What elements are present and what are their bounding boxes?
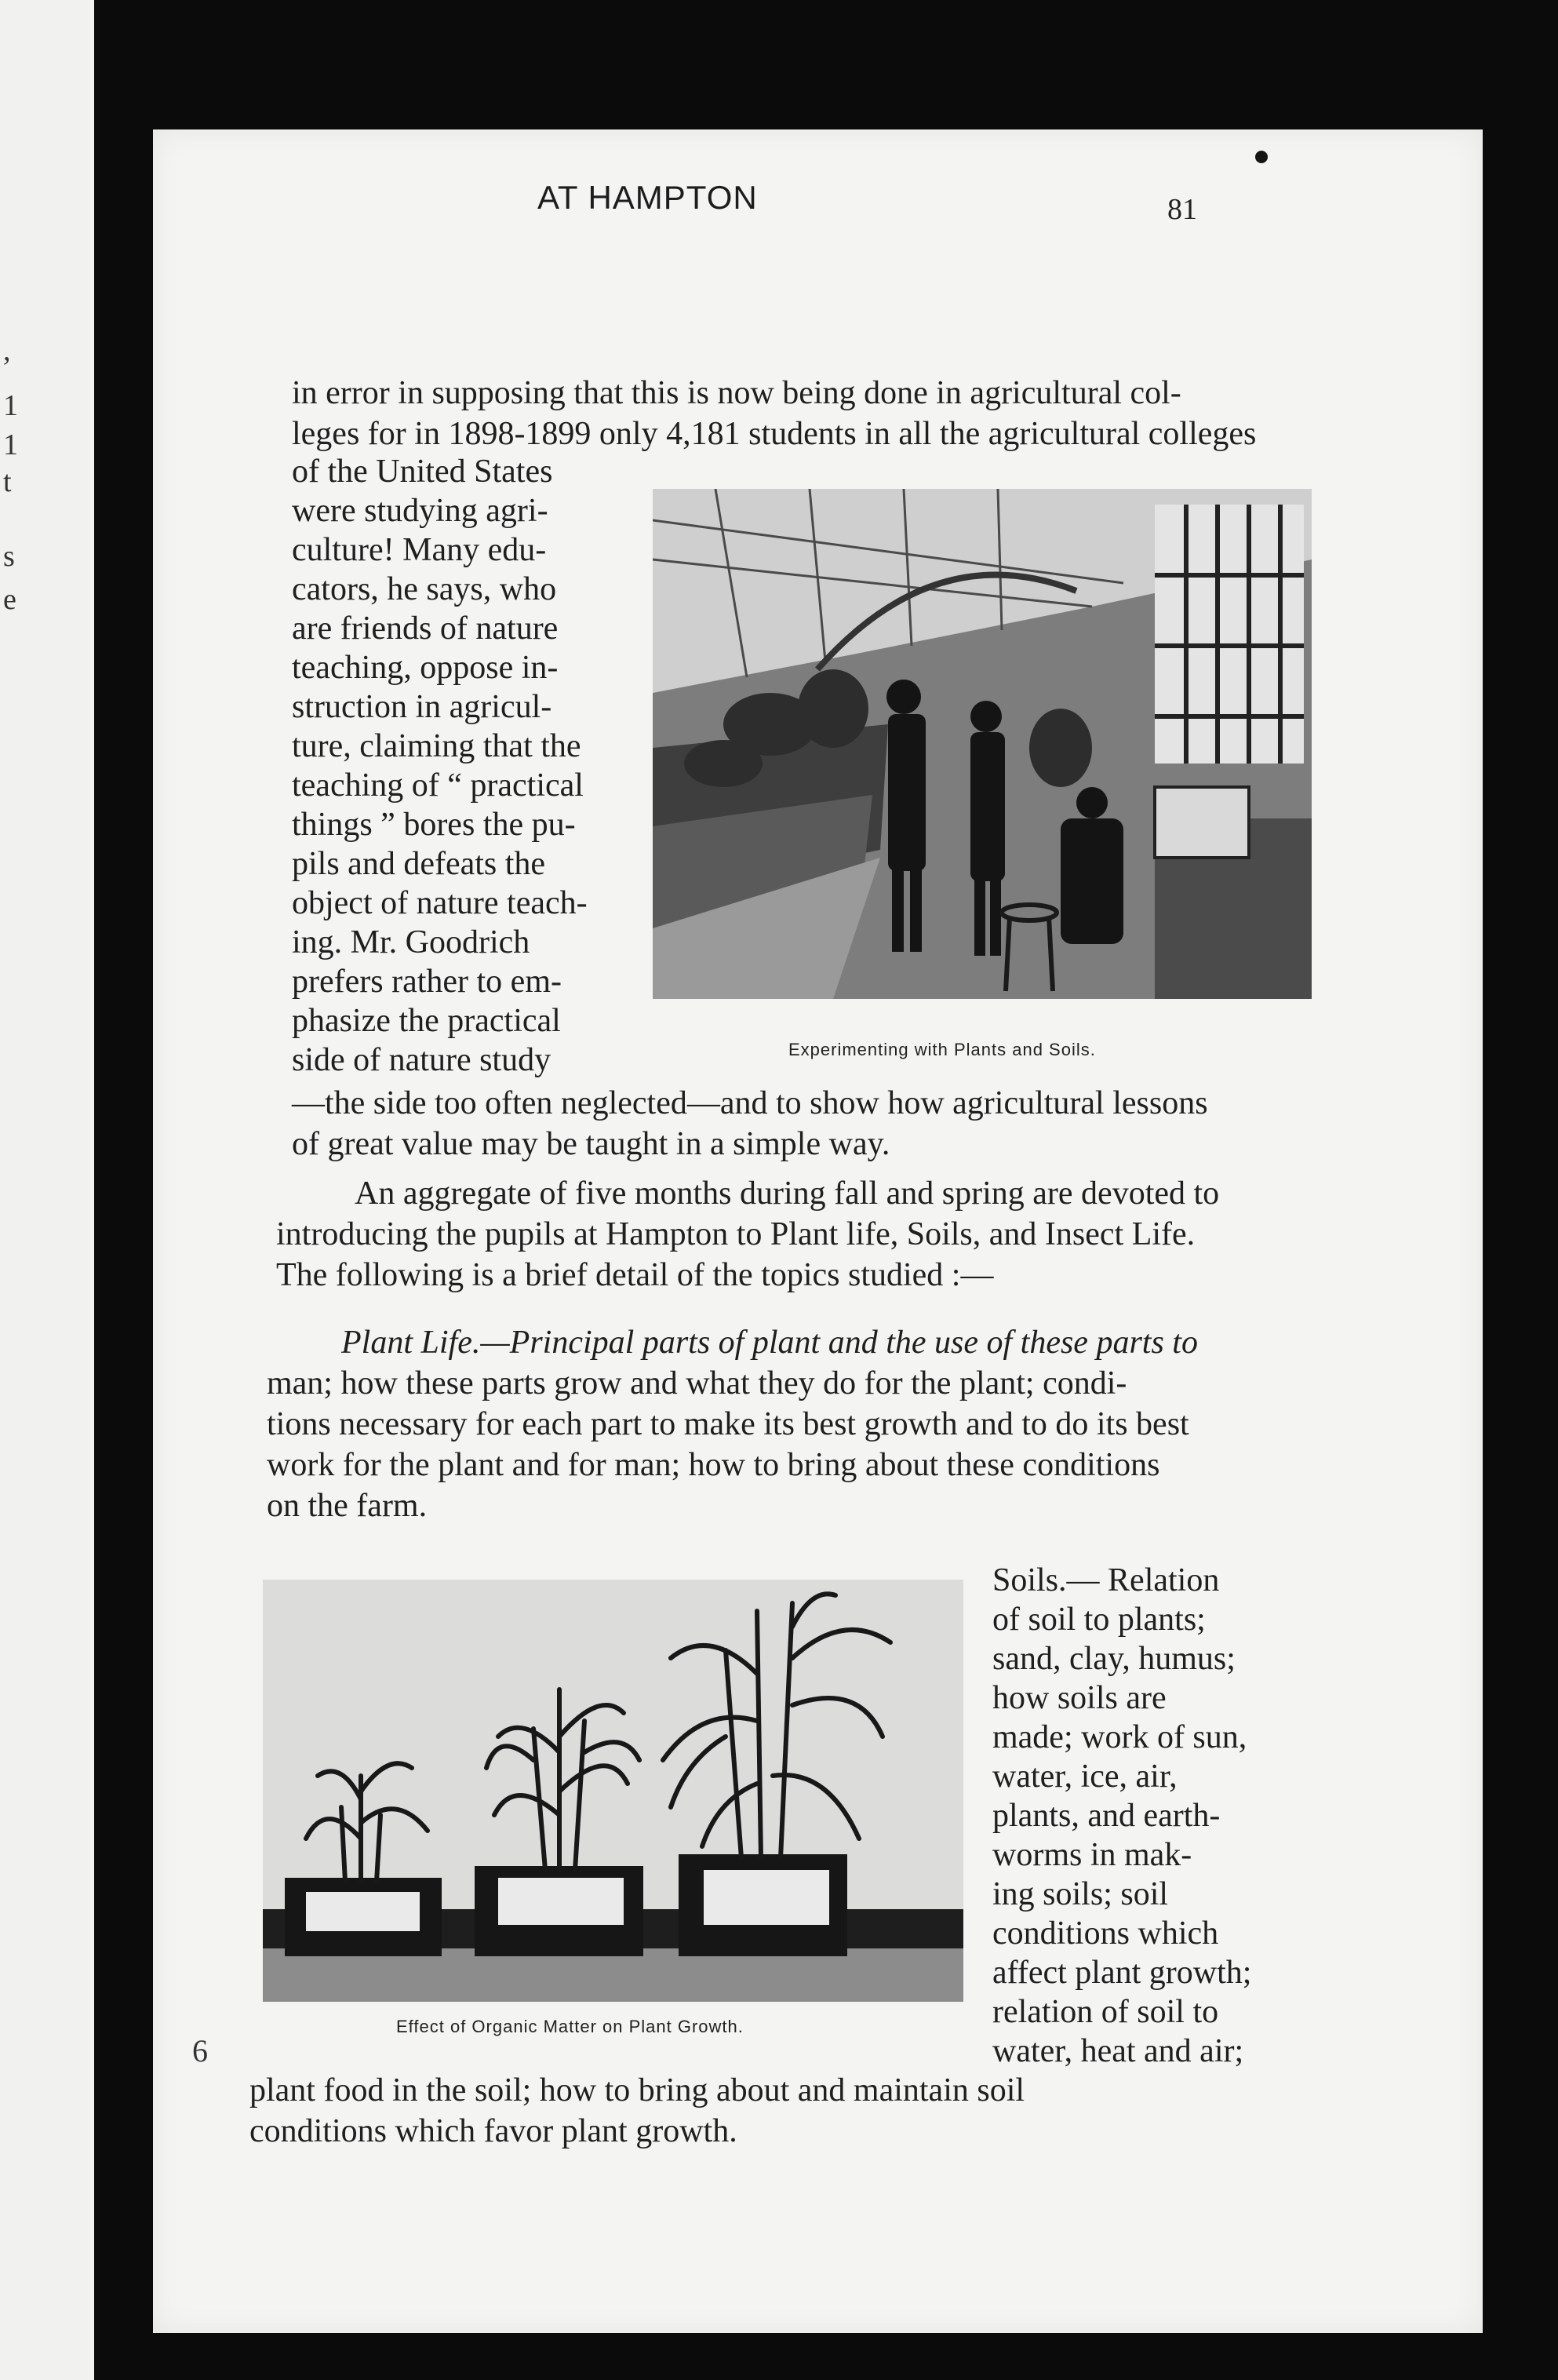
text-line: plant food in the soil; how to bring about and maintain soil [249, 2072, 1025, 2108]
figure-caption: Experimenting with Plants and Soils. [788, 1040, 1096, 1059]
text-line: in error in supposing that this is now being done in agricultural col- [292, 375, 1181, 411]
edge-mark: t [3, 465, 12, 498]
text-line: made; work of sun, [992, 1719, 1247, 1755]
text-line: introducing the pupils at Hampton to Plant life, Soils, and Insect Life. [276, 1216, 1196, 1252]
text-line: struction in agricul- [292, 689, 552, 725]
edge-mark: e [3, 583, 16, 616]
greenhouse-photo [653, 489, 1312, 999]
text-line: The following is a brief detail of the topics studied :— [276, 1257, 994, 1293]
text-line: teaching of “ practical [292, 767, 584, 804]
edge-mark: , [3, 334, 11, 367]
edge-mark: 1 [3, 389, 18, 422]
text-line: conditions which favor plant growth. [249, 2113, 737, 2149]
text-line: of the United States [292, 454, 553, 490]
text-line: ing. Mr. Goodrich [292, 924, 530, 960]
text-line: work for the plant and for man; how to bring about these conditions [267, 1447, 1160, 1483]
text-line: affect plant growth; [992, 1955, 1252, 1991]
figure-caption: Effect of Organic Matter on Plant Growth. [396, 2017, 744, 2036]
edge-mark: s [3, 540, 15, 573]
text-line: are friends of nature [292, 610, 559, 647]
text-line: culture! Many edu- [292, 532, 547, 568]
text-line: relation of soil to [992, 1994, 1219, 2030]
edge-mark: 1 [3, 428, 18, 461]
text-line: object of nature teach- [292, 885, 588, 921]
text-line: on the farm. [267, 1488, 428, 1524]
text-line: pils and defeats the [292, 846, 546, 882]
text-line: how soils are [992, 1680, 1167, 1716]
text-line: things ” bores the pu- [292, 807, 576, 843]
text-line: man; how these parts grow and what they do for the plant; condi- [267, 1365, 1127, 1401]
text-line: prefers rather to em- [292, 964, 562, 1000]
text-line: side of nature study [292, 1042, 551, 1078]
page-number: 81 [1167, 193, 1197, 226]
text-line: ture, claiming that the [292, 728, 581, 764]
text-line: Soils.— Relation [992, 1562, 1220, 1598]
text-line: —the side too often neglected—and to show how agricultural lessons [292, 1085, 1208, 1121]
text-line: of great value may be taught in a simple way. [292, 1126, 890, 1162]
text-line: teaching, oppose in- [292, 650, 559, 686]
text-line: phasize the practical [292, 1003, 561, 1039]
text-line: leges for in 1898-1899 only 4,181 students in all the agricultural colleges [292, 416, 1257, 452]
running-head: AT HAMPTON [537, 179, 758, 216]
text-line: tions necessary for each part to make its best growth and to do its best [267, 1406, 1189, 1442]
text-line: cators, he says, who [292, 571, 557, 607]
ink-dot [1255, 151, 1268, 163]
text-line: ing soils; soil [992, 1876, 1169, 1912]
text-line: sand, clay, humus; [992, 1641, 1236, 1677]
text-line: worms in mak- [992, 1837, 1192, 1873]
text-line: were studying agri- [292, 493, 548, 529]
corn-plants-photo [263, 1580, 963, 2002]
text-line: Plant Life.—Principal parts of plant and the use of these parts to [341, 1325, 1198, 1361]
text-line: water, heat and air; [992, 2033, 1244, 2069]
text-line: of soil to plants; [992, 1602, 1206, 1638]
adjacent-page-strip [0, 0, 94, 2380]
text-line: water, ice, air, [992, 1759, 1178, 1795]
text-line: plants, and earth- [992, 1798, 1221, 1834]
text-line: An aggregate of five months during fall and spring are devoted to [355, 1175, 1220, 1212]
text-line: conditions which [992, 1915, 1219, 1952]
folio-signature: 6 [192, 2033, 208, 2068]
